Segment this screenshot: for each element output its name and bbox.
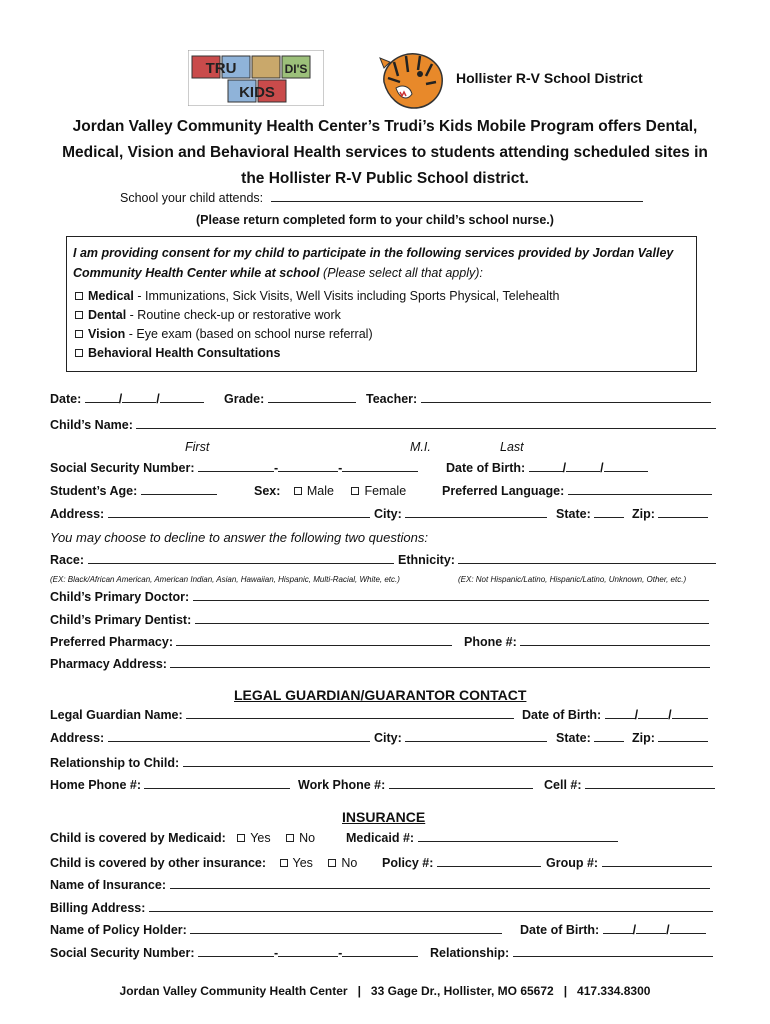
medicaid-number-label: Medicaid #: — [346, 831, 415, 845]
work-phone-line[interactable] — [389, 778, 533, 789]
no-label: No — [341, 856, 358, 870]
district-title: Hollister R-V School District — [456, 70, 643, 86]
relationship-field — [50, 756, 713, 770]
language-field — [442, 484, 712, 498]
doctor-field — [50, 590, 709, 604]
state-label: State: — [556, 507, 591, 521]
guardian-name-field — [50, 708, 514, 722]
guardian-dob-day-line[interactable] — [638, 708, 668, 719]
race-hint: (EX: Black/African American, American Indian, Asian, Hawaiian, Hispanic, Multi-Racial, White, etc.) — [50, 575, 400, 584]
race-line[interactable] — [88, 553, 394, 564]
zip-field — [632, 507, 708, 521]
service-behavioral[interactable] — [75, 346, 280, 360]
guardian-address-line[interactable] — [108, 731, 370, 742]
guardian-zip-field — [632, 731, 708, 745]
date-year-line[interactable] — [160, 392, 204, 403]
address-field — [50, 507, 370, 521]
sex-field — [254, 484, 406, 498]
age-field — [50, 484, 217, 498]
no-label: No — [299, 831, 316, 845]
home-phone-line[interactable] — [144, 778, 290, 789]
pharmacy-phone-field — [464, 635, 710, 649]
insurance-name-line[interactable] — [170, 878, 710, 889]
female-checkbox[interactable] — [351, 487, 359, 495]
dentist-field — [50, 613, 709, 627]
sex-male-option[interactable] — [294, 484, 334, 498]
teacher-line[interactable] — [421, 392, 711, 403]
race-label: Race: — [50, 553, 85, 567]
guardian-zip-line[interactable] — [658, 731, 708, 742]
group-field — [546, 856, 712, 870]
pharmacy-address-label: Pharmacy Address: — [50, 657, 167, 671]
guardian-address-field — [50, 731, 370, 745]
other-insurance-question — [50, 856, 357, 870]
date-day-line[interactable] — [122, 392, 156, 403]
holder-ssn-part2-line[interactable] — [278, 946, 338, 957]
name-part-first: First — [185, 440, 210, 454]
billing-address-label: Billing Address: — [50, 901, 146, 915]
ssn-part3-line[interactable] — [342, 461, 418, 472]
guardian-dob-year-line[interactable] — [672, 708, 708, 719]
footer-contact: Jordan Valley Community Health Center | 33 Gage Dr., Hollister, MO 65672 | 417.334.8300 — [119, 984, 651, 998]
guardian-state-line[interactable] — [594, 731, 624, 742]
medicaid-no-option[interactable] — [286, 831, 315, 845]
logo-text-mid: DI'S — [284, 62, 308, 76]
pharmacy-address-line[interactable] — [170, 657, 710, 668]
ssn-label: Social Security Number: — [50, 461, 195, 475]
teacher-field — [366, 392, 711, 406]
service-desc: - Immunizations, Sick Visits, Well Visits including Sports Physical, Telehealth — [133, 289, 560, 303]
tiger-mascot-icon — [376, 48, 448, 112]
policy-holder-line[interactable] — [190, 923, 502, 934]
medicaid-number-field — [346, 831, 618, 845]
ethnicity-field — [398, 553, 716, 567]
ethnicity-hint: (EX: Not Hispanic/Latino, Hispanic/Latino, Unknown, Other, etc.) — [458, 575, 687, 584]
medicaid-yes-option[interactable] — [237, 831, 270, 845]
billing-address-line[interactable] — [149, 901, 713, 912]
doctor-label: Child’s Primary Doctor: — [50, 590, 190, 604]
home-phone-label: Home Phone #: — [50, 778, 141, 792]
logo-text-top: TRU — [205, 60, 237, 77]
pharmacy-address-field — [50, 657, 710, 671]
holder-relationship-label: Relationship: — [430, 946, 510, 960]
dental-checkbox[interactable] — [75, 311, 83, 319]
service-name: Medical — [88, 289, 134, 303]
grade-line[interactable] — [268, 392, 356, 403]
date-month-line[interactable] — [85, 392, 119, 403]
service-name: Vision — [88, 327, 126, 341]
pharmacy-phone-label: Phone #: — [464, 635, 517, 649]
optional-note: You may choose to decline to answer the following two questions: — [50, 530, 428, 545]
holder-ssn-part3-line[interactable] — [342, 946, 418, 957]
medicaid-question-label: Child is covered by Medicaid: — [50, 831, 226, 845]
dentist-line[interactable] — [195, 613, 709, 624]
program-intro: Jordan Valley Community Health Center’s Trudi’s Kids Mobile Program offers Dental, Medical, Vision and Behavioral Health services to students attending scheduled sites in the Hollister R-V Public School district. — [62, 118, 708, 187]
sex-female-option[interactable] — [351, 484, 406, 498]
holder-dob-day-line[interactable] — [636, 923, 666, 934]
sex-label: Sex: — [254, 484, 281, 498]
yes-label: Yes — [292, 856, 313, 870]
holder-ssn-part1-line[interactable] — [198, 946, 274, 957]
guardian-name-label: Legal Guardian Name: — [50, 708, 183, 722]
insurance-name-field — [50, 878, 710, 892]
child-name-label: Child’s Name: — [50, 418, 133, 432]
guardian-name-line[interactable] — [186, 708, 514, 719]
school-input-line[interactable] — [271, 191, 643, 202]
guardian-city-field — [374, 731, 547, 745]
city-label: City: — [374, 507, 402, 521]
male-label: Male — [306, 484, 334, 498]
address-line[interactable] — [108, 507, 370, 518]
language-line[interactable] — [568, 484, 712, 495]
relationship-label: Relationship to Child: — [50, 756, 180, 770]
other-yes-checkbox[interactable] — [280, 859, 288, 867]
logo-text-bottom: KIDS — [239, 84, 275, 101]
guardian-state-label: State: — [556, 731, 591, 745]
medicaid-question — [50, 831, 315, 845]
holder-ssn-field: Social Security Number: - - — [50, 946, 418, 960]
service-desc: - Eye exam (based on school nurse referral) — [125, 327, 373, 341]
dob-month-line[interactable] — [529, 461, 563, 472]
ssn-part2-line[interactable] — [278, 461, 338, 472]
vision-checkbox[interactable] — [75, 330, 83, 338]
guardian-dob-month-line[interactable] — [605, 708, 635, 719]
zip-line[interactable] — [658, 507, 708, 518]
pharmacy-phone-line[interactable] — [520, 635, 710, 646]
pharmacy-line[interactable] — [176, 635, 452, 646]
medicaid-yes-checkbox[interactable] — [237, 834, 245, 842]
guardian-state-field — [556, 731, 624, 745]
school-label: School your child attends: — [120, 191, 264, 205]
date-label: Date: — [50, 392, 82, 406]
insurance-name-label: Name of Insurance: — [50, 878, 167, 892]
doctor-line[interactable] — [193, 590, 709, 601]
service-medical[interactable] — [75, 289, 560, 303]
policy-field — [382, 856, 541, 870]
yes-label: Yes — [250, 831, 271, 845]
ssn-field: Social Security Number: - - — [50, 461, 418, 475]
insurance-section-title: INSURANCE — [342, 809, 426, 825]
grade-label: Grade: — [224, 392, 265, 406]
male-checkbox[interactable] — [294, 487, 302, 495]
school-field — [120, 191, 643, 205]
holder-relationship-line[interactable] — [513, 946, 713, 957]
child-name-field — [50, 418, 716, 432]
group-line[interactable] — [602, 856, 712, 867]
service-desc: - Routine check-up or restorative work — [126, 308, 341, 322]
ethnicity-line[interactable] — [458, 553, 716, 564]
consent-box — [66, 236, 697, 372]
dob-label: Date of Birth: — [446, 461, 526, 475]
guardian-city-label: City: — [374, 731, 402, 745]
dob-year-line[interactable] — [604, 461, 648, 472]
service-name: Behavioral Health Consultations — [88, 346, 281, 360]
grade-field — [224, 392, 356, 406]
child-name-line[interactable] — [136, 418, 716, 429]
work-phone-label: Work Phone #: — [298, 778, 386, 792]
policy-label: Policy #: — [382, 856, 434, 870]
dentist-label: Child’s Primary Dentist: — [50, 613, 192, 627]
race-field — [50, 553, 394, 567]
group-label: Group #: — [546, 856, 599, 870]
guardian-dob-label: Date of Birth: — [522, 708, 602, 722]
guardian-city-line[interactable] — [405, 731, 547, 742]
cell-line[interactable] — [585, 778, 715, 789]
consent-intro — [73, 243, 685, 283]
zip-label: Zip: — [632, 507, 655, 521]
medical-checkbox[interactable] — [75, 292, 83, 300]
billing-address-field — [50, 901, 713, 915]
guardian-section-title: LEGAL GUARDIAN/GUARANTOR CONTACT — [234, 687, 527, 703]
ethnicity-label: Ethnicity: — [398, 553, 455, 567]
holder-dob-month-line[interactable] — [603, 923, 633, 934]
holder-dob-field: Date of Birth: / / — [520, 923, 706, 937]
pharmacy-field — [50, 635, 452, 649]
ssn-part1-line[interactable] — [198, 461, 274, 472]
state-line[interactable] — [594, 507, 624, 518]
policy-holder-field — [50, 923, 502, 937]
policy-holder-label: Name of Policy Holder: — [50, 923, 187, 937]
other-no-checkbox[interactable] — [328, 859, 336, 867]
other-insurance-label: Child is covered by other insurance: — [50, 856, 267, 870]
guardian-zip-label: Zip: — [632, 731, 655, 745]
dob-day-line[interactable] — [566, 461, 600, 472]
state-field — [556, 507, 624, 521]
other-no-option[interactable] — [328, 856, 357, 870]
return-note: (Please return completed form to your child’s school nurse.) — [196, 213, 554, 227]
holder-relationship-field — [430, 946, 713, 960]
other-yes-option[interactable] — [280, 856, 313, 870]
name-part-last: Last — [500, 440, 524, 454]
home-phone-field — [50, 778, 290, 792]
holder-ssn-label: Social Security Number: — [50, 946, 195, 960]
cell-field — [544, 778, 715, 792]
work-phone-field — [298, 778, 533, 792]
teacher-label: Teacher: — [366, 392, 418, 406]
behavioral-checkbox[interactable] — [75, 349, 83, 357]
service-dental[interactable] — [75, 308, 341, 322]
holder-dob-year-line[interactable] — [670, 923, 706, 934]
language-label: Preferred Language: — [442, 484, 565, 498]
consent-statement: I am providing consent for my child to participate in the following services provided by Jordan Valley Community Health Center while at school — [73, 246, 674, 280]
guardian-dob-field: Date of Birth: / / — [522, 708, 708, 722]
age-line[interactable] — [141, 484, 217, 495]
pharmacy-label: Preferred Pharmacy: — [50, 635, 173, 649]
consent-select-note: (Please select all that apply): — [319, 266, 483, 280]
service-name: Dental — [88, 308, 127, 322]
address-label: Address: — [50, 507, 105, 521]
medicaid-no-checkbox[interactable] — [286, 834, 294, 842]
female-label: Female — [364, 484, 407, 498]
dob-field: Date of Birth: / / — [446, 461, 648, 475]
date-row: Date: / / — [50, 392, 204, 406]
relationship-line[interactable] — [183, 756, 713, 767]
cell-label: Cell #: — [544, 778, 582, 792]
trudis-kids-logo — [188, 50, 324, 106]
city-field — [374, 507, 547, 521]
city-line[interactable] — [405, 507, 547, 518]
guardian-address-label: Address: — [50, 731, 105, 745]
policy-line[interactable] — [437, 856, 541, 867]
medicaid-number-line[interactable] — [418, 831, 618, 842]
age-label: Student’s Age: — [50, 484, 138, 498]
name-part-mi: M.I. — [410, 440, 431, 454]
holder-dob-label: Date of Birth: — [520, 923, 600, 937]
service-vision[interactable] — [75, 327, 373, 341]
